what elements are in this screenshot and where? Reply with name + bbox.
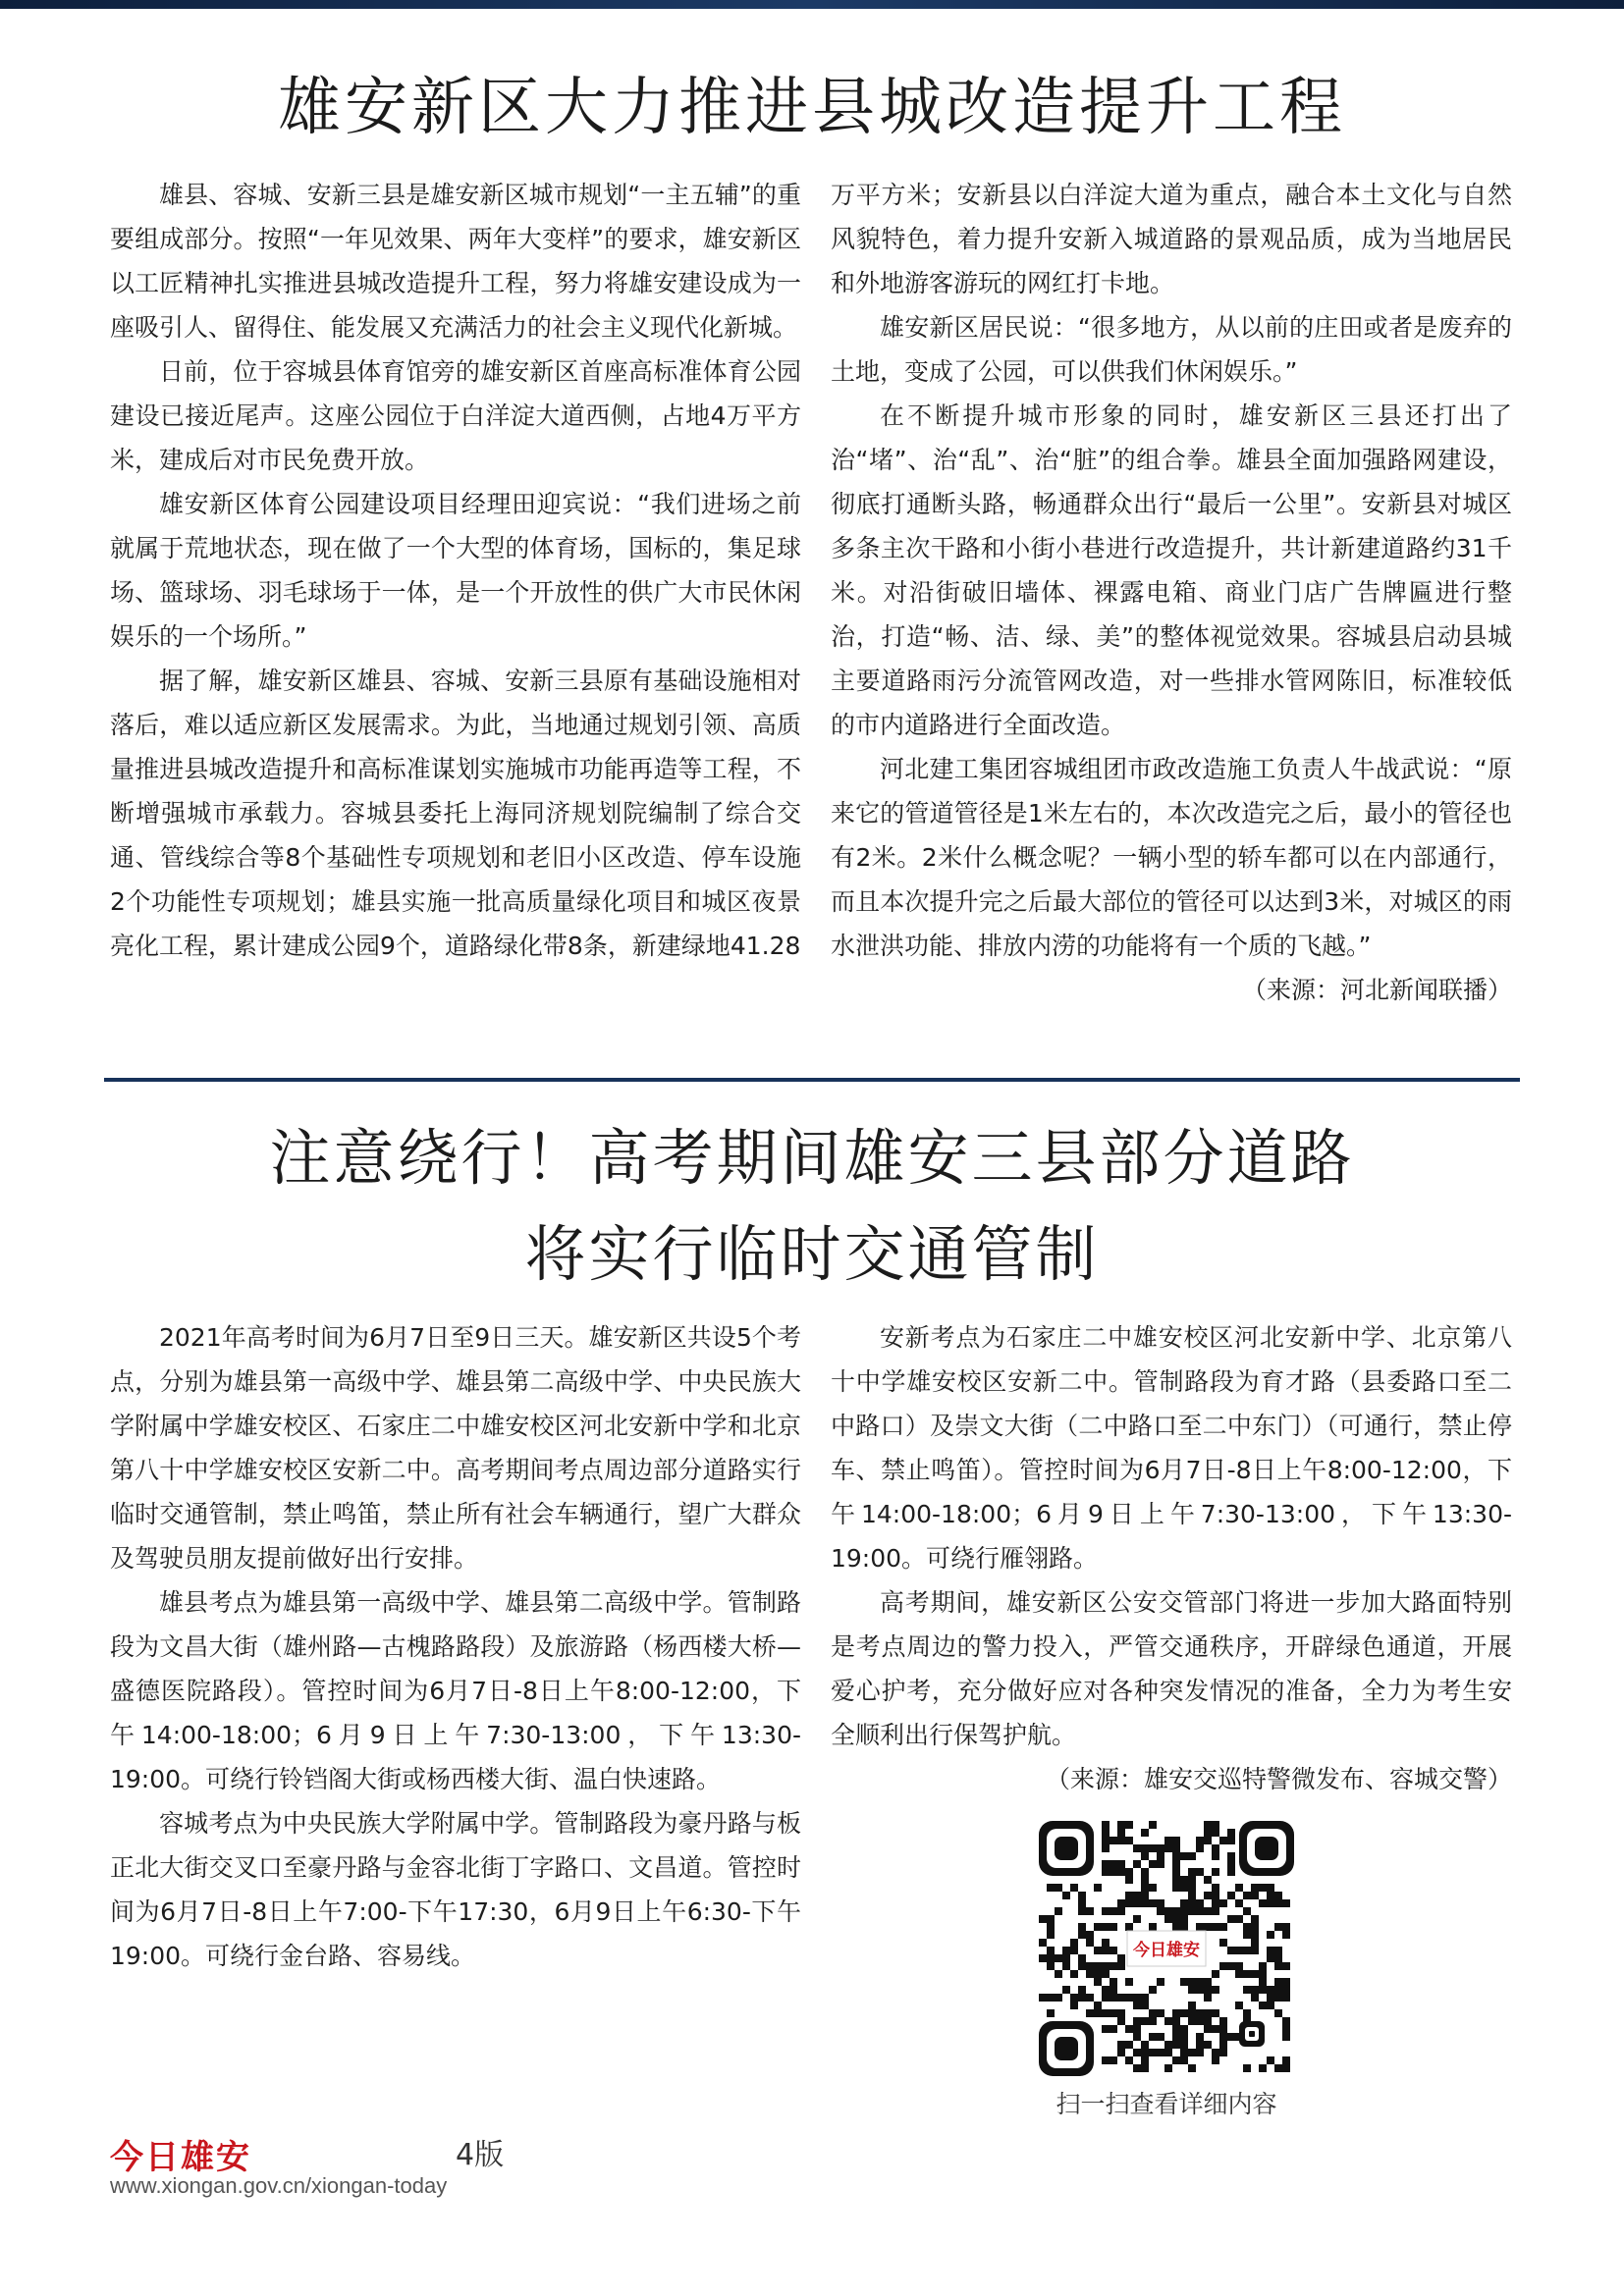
article2-source: （来源：雄安交巡特警微发布、容城交警） [1045,1765,1512,1793]
page-number: 4版 [456,2138,505,2172]
article2-paragraph: 容城考点为中央民族大学附属中学。管制路段为豪丹路与板正北大街交叉口至豪丹路与金容北街丁字路口、文昌道。管控时间为6月7日-8日上午7:00-下午17:30，6月9日上午6:30-下午19:00。可绕行金台路、容易线。 [110,1809,801,1970]
article2-left-column [110,1315,801,1978]
article1-paragraph: 日前，位于容城县体育馆旁的雄安新区首座高标准体育公园建设已接近尾声。这座公园位于白洋淀大道西侧，占地4万平方米，建成后对市民免费开放。 [110,357,801,474]
article1-paragraph: 雄县、容城、安新三县是雄安新区城市规划“一主五辅”的重要组成部分。按照“一年见效果、两年大变样”的要求，雄安新区以工匠精神扎实推进县城改造提升工程，努力将雄安建设成为一座吸引人、留得住、能发展又充满活力的社会主义现代化新城。 [110,181,801,342]
article2-paragraph: 2021年高考时间为6月7日至9日三天。雄安新区共设5个考点，分别为雄县第一高级中学、雄县第二高级中学、中央民族大学附属中学雄安校区、石家庄二中雄安校区河北安新中学和北京第八十中学雄安校区安新二中。高考期间考点周边部分道路实行临时交通管制，禁止鸣笛，禁止所有社会车辆通行，望广大群众及驾驶员朋友提前做好出行安排。 [110,1323,801,1573]
article2-paragraph: 高考期间，雄安新区公安交管部门将进一步加大路面特别是考点周边的警力投入，严管交通秩序，开辟绿色通道，开展爱心护考，充分做好应对各种突发情况的准备，全力为考生安全顺利出行保驾护航。 [831,1588,1512,1749]
article1-title: 雄安新区大力推进县城改造提升工程 [278,72,1346,144]
qr-caption: 扫一扫查看详细内容 [1056,2090,1277,2118]
article2-right-column [831,1315,1512,1801]
top-accent-bar [0,0,1624,9]
article1-paragraph: 在不断提升城市形象的同时，雄安新区三县还打出了治“堵”、治“乱”、治“脏”的组合拳。雄县全面加强路网建设，彻底打通断头路，畅通群众出行“最后一公里”。安新县对城区多条主次干路和小街小巷进行改造提升，共计新建道路约31千米。对沿街破旧墙体、裸露电箱、商业门店广告牌匾进行整治，打造“畅、洁、绿、美”的整体视觉效果。容城县启动县城主要道路雨污分流管网改造，对一些排水管网陈旧，标准较低的市内道路进行全面改造。 [831,401,1512,739]
article1-source: （来源：河北新闻联播） [1241,976,1512,1004]
article1-paragraph: 雄安新区居民说：“很多地方，从以前的庄田或者是废弃的土地，变成了公园，可以供我们休闲娱乐。” [831,313,1512,386]
qr-center-logo: 今日雄安 [1133,1941,1200,1960]
article1-right-column [831,173,1512,1012]
article1-paragraph: 据了解，雄安新区雄县、容城、安新三县原有基础设施相对落后，难以适应新区发展需求。为此，当地通过规划引领、高质量推进县城改造提升和高标准谋划实施城市功能再造等工程，不断增强城市承载力。容城县委托上海同济规划院编制了综合交通、管线综合等8个基础性专项规划和老旧小区改造、停车设施2个功能性专项规划；雄县实施一批高质量绿化项目和城区夜景亮化工程，累计建成公园9个，道路绿化带8条，新建绿地41.28 [110,667,801,960]
article2-paragraph: 雄县考点为雄县第一高级中学、雄县第二高级中学。管制路段为文昌大街（雄州路—古槐路路段）及旅游路（杨西楼大桥—盛德医院路段）。管控时间为6月7日-8日上午8:00-12:00，下午14:00-18:00；6月9日上午7:30-13:00，下午13:30-19:00。可绕行铃铛阁大街或杨西楼大街、温白快速路。 [110,1588,801,1793]
qr-code-graphic [1039,1821,1294,2076]
article2-paragraph: 安新考点为石家庄二中雄安校区河北安新中学、北京第八十中学雄安校区安新二中。管制路段为育才路（县委路口至二中路口）及崇文大街（二中路口至二中东门）（可通行，禁止停车、禁止鸣笛）。管控时间为6月7日-8日上午8:00-12:00，下午14:00-18:00；6月9日上午7:30-13:00，下午13:30-19:00。可绕行雁翎路。 [831,1323,1512,1573]
publication-logo: 今日雄安 [110,2138,251,2177]
article2-title-line2: 将实行临时交通管制 [524,1218,1100,1290]
article1-paragraph: 河北建工集团容城组团市政改造施工负责人牛战武说：“原来它的管道管径是1米左右的，本次改造完之后，最小的管径也有2米。2米什么概念呢？一辆小型的轿车都可以在内部通行，而且本次提升完之后最大部位的管径可以达到3米，对城区的雨水泄洪功能、排放内涝的功能将有一个质的飞越。” [831,755,1512,960]
article1-left-column [110,173,801,968]
footer-url[interactable]: www.xiongan.gov.cn/xiongan-today [110,2173,448,2198]
qr-code[interactable] [1039,1821,1294,2076]
article1-continuation: 万平方米；安新县以白洋淀大道为重点，融合本土文化与自然风貌特色，着力提升安新入城道路的景观品质，成为当地居民和外地游客游玩的网红打卡地。 [831,181,1512,297]
article2-title-line1: 注意绕行！高考期间雄安三县部分道路 [269,1122,1355,1194]
article1-paragraph: 雄安新区体育公园建设项目经理田迎宾说：“我们进场之前就属于荒地状态，现在做了一个大型的体育场，国标的，集足球场、篮球场、羽毛球场于一体，是一个开放性的供广大市民休闲娱乐的一个场所。” [110,490,801,651]
section-divider [104,1078,1520,1082]
